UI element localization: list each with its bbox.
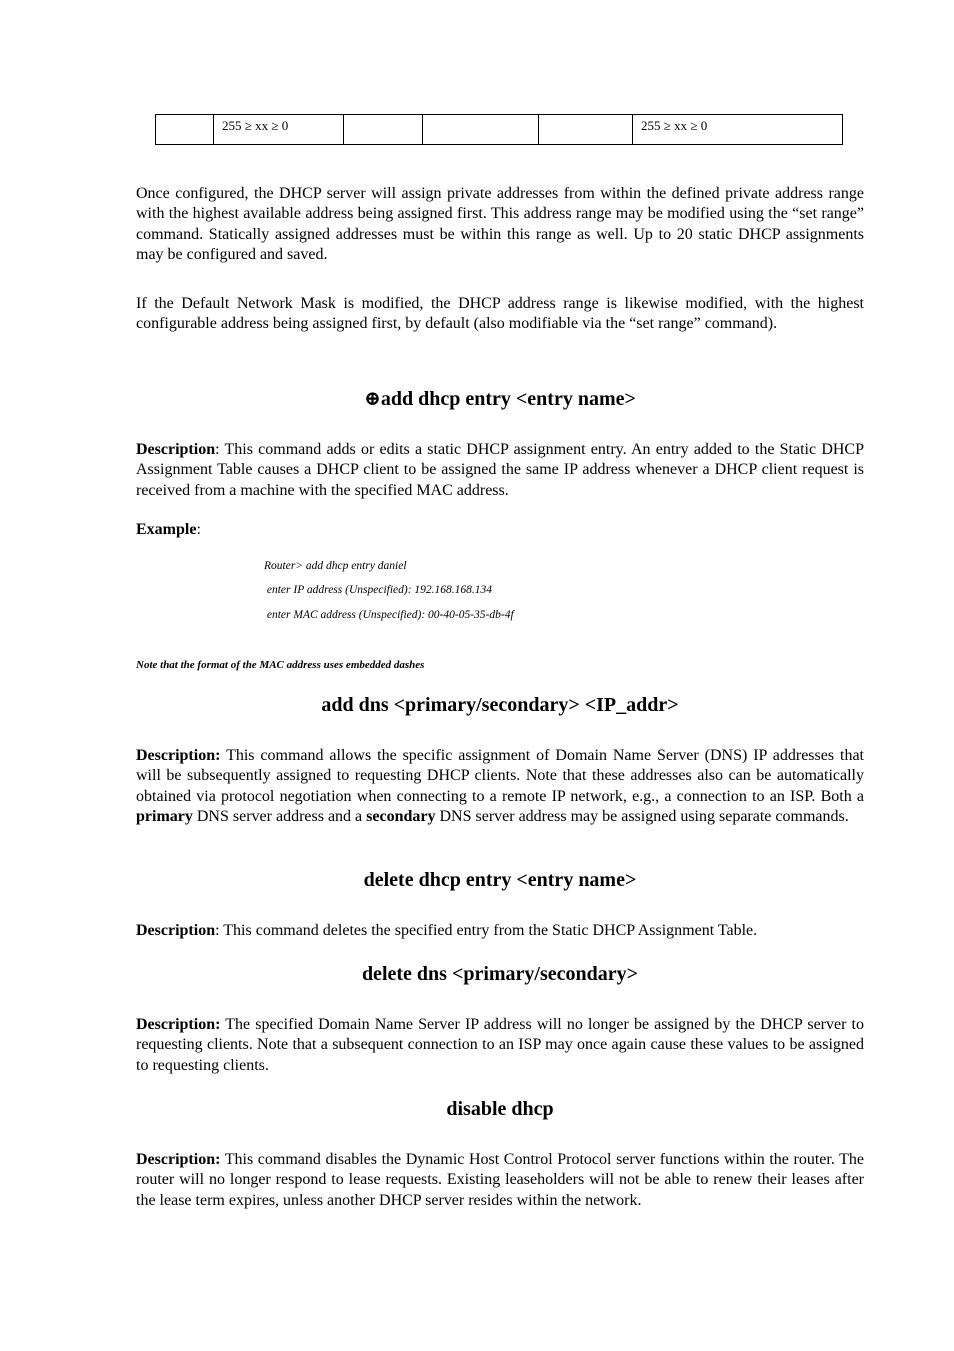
- description-text: This command disables the Dynamic Host Control Protocol server functions within the router. The router will no longer respond to lease requests. Existing leaseholders will not be able to renew their leases after the lease term expires, unless another DHCP server resides within the network.: [136, 1151, 864, 1209]
- description-text: DNS server address and a: [192, 807, 367, 825]
- heading-delete-dhcp-entry: delete dhcp entry <entry name>: [363, 869, 637, 891]
- add-dhcp-entry-description: [136, 440, 864, 501]
- description-text: : This command adds or edits a static DHCP assignment entry. An entry added to the Static DHCP Assignment Table causes a DHCP client to be assigned the same IP address whenever a DHCP client request is received from a machine with the specified MAC address.: [136, 441, 864, 499]
- heading-delete-dns: delete dns <primary/secondary>: [361, 963, 639, 985]
- description-label: Description:: [136, 1151, 221, 1168]
- table-cell: [156, 115, 214, 145]
- table-cell: [344, 115, 423, 145]
- primary-term: primary: [136, 807, 193, 825]
- description-text: : This command deletes the specified entry from the Static DHCP Assignment Table.: [215, 922, 758, 939]
- table-cell: 255 ≥ xx ≥ 0: [633, 115, 843, 145]
- delete-dns-description: [136, 1015, 864, 1076]
- example-label: [136, 520, 201, 540]
- intro-paragraph-1: Once configured, the DHCP server will assign private addresses from within the defined private address range with the highest available address being assigned first. This address range may be modified using the “set range” command. Statically assigned addresses must be within this range as well. Up to 20 static DHCP assignments may be configured and saved.: [136, 185, 864, 263]
- heading-disable-dhcp: disable dhcp: [446, 1098, 554, 1120]
- add-dns-description: [136, 746, 864, 827]
- code-line: Router> add dhcp entry daniel: [264, 560, 407, 572]
- description-label: Description: [136, 441, 216, 458]
- address-range-table: [155, 114, 843, 145]
- mac-format-note: Note that the format of the MAC address uses embedded dashes: [136, 659, 425, 671]
- heading-add-dns: add dns <primary/secondary> <IP_addr>: [321, 694, 679, 716]
- description-label: Description:: [136, 747, 221, 764]
- table-cell: 255 ≥ xx ≥ 0: [214, 115, 344, 145]
- intro-paragraph-2: If the Default Network Mask is modified, the DHCP address range is likewise modified, with the highest configurable address being assigned first, by default (also modifiable via the “set range” command).: [136, 295, 864, 333]
- table-row: [156, 115, 843, 145]
- heading-add-dhcp-entry: ⊕add dhcp entry <entry name>: [364, 388, 636, 410]
- description-text: The specified Domain Name Server IP address will no longer be assigned by the DHCP server to requesting clients. Note that a subsequent connection to an ISP may once again cause these values to be assigned to requesting clients.: [136, 1016, 864, 1074]
- code-line: enter MAC address (Unspecified): 00-40-05-35-db-4f: [264, 609, 514, 621]
- secondary-term: secondary: [366, 807, 436, 825]
- description-label: Description: [136, 922, 216, 939]
- description-text: This command allows the specific assignment of Domain Name Server (DNS) IP addresses that will be subsequently assigned to requesting DHCP clients. Note that these addresses also can be automatically obtained via protocol negotiation when connecting to a remote IP network, e.g., a connection to an ISP. Both a: [136, 747, 864, 805]
- example-colon: :: [196, 521, 201, 538]
- disable-dhcp-description: [136, 1150, 864, 1211]
- code-line: enter IP address (Unspecified): 192.168.168.134: [264, 584, 493, 596]
- table-cell: [423, 115, 539, 145]
- example-label-text: Example: [136, 521, 197, 538]
- table-cell: [539, 115, 633, 145]
- description-label: Description:: [136, 1016, 221, 1033]
- delete-dhcp-entry-description: [136, 921, 864, 941]
- description-text: DNS server address may be assigned using separate commands.: [435, 807, 849, 825]
